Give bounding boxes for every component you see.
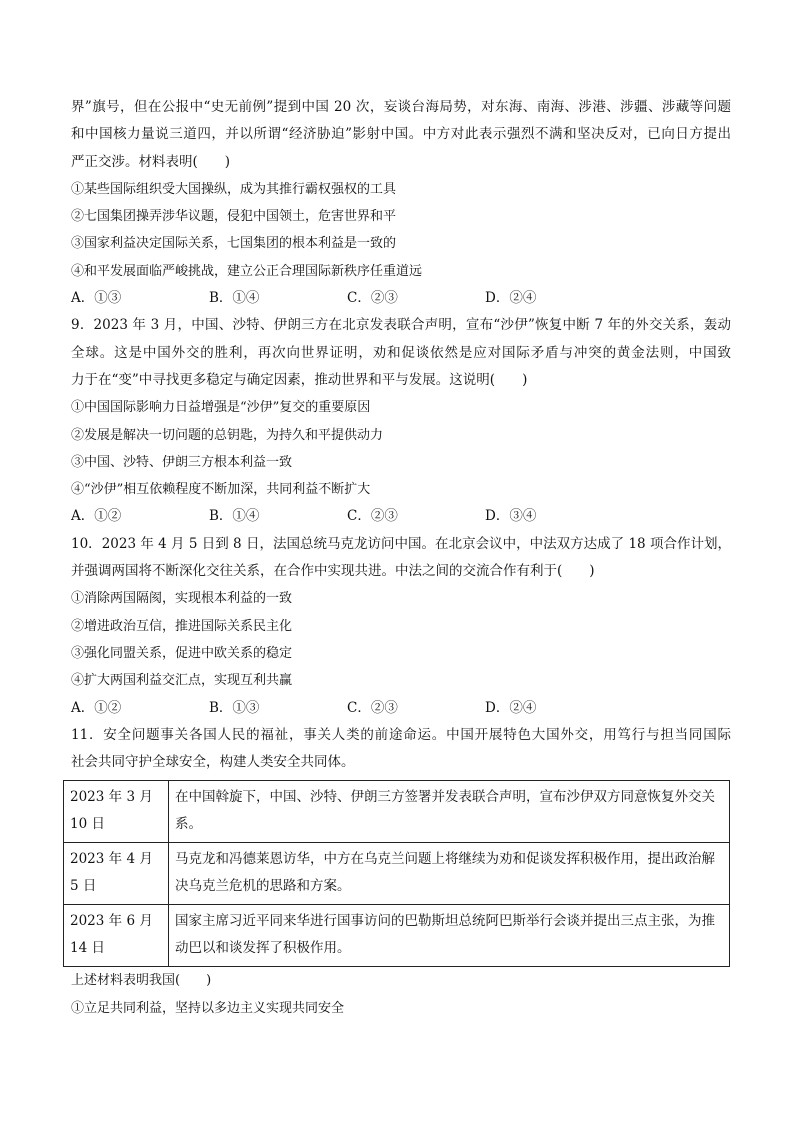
choice-a[interactable]: A．①② xyxy=(71,508,122,525)
option-item: ①消除两国隔阂，实现根本利益的一致 xyxy=(71,591,293,607)
option-item: ④扩大两国利益交汇点，实现互利共赢 xyxy=(71,673,293,689)
choice-a[interactable]: A．①② xyxy=(71,699,122,716)
answer-choices xyxy=(71,285,731,312)
option-item: ④和平发展面临严峻挑战，建立公正合理国际新秩序任重道远 xyxy=(71,263,423,279)
exam-page xyxy=(71,94,731,1022)
text-line: 界”旗号，但在公报中“史无前例”提到中国 20 次，妄谈台海局势，对东海、南海、涉港、涉疆、涉藏等问题 xyxy=(71,99,731,115)
choice-a[interactable]: A．①③ xyxy=(71,290,122,307)
option-item: ①中国国际影响力日益增强是“沙伊”复交的重要原因 xyxy=(71,400,371,416)
event-cell: 马克龙和冯德莱恩访华，中方在乌克兰问题上将继续为劝和促谈发挥积极作用，提出政治解决乌克兰危机的思路和方案。 xyxy=(169,843,730,905)
option-item: ③国家利益决定国际关系，七国集团的根本利益是一致的 xyxy=(71,236,397,252)
choice-b[interactable]: B．①③ xyxy=(209,699,260,716)
choice-d[interactable]: D．③④ xyxy=(485,508,537,525)
option-item: ④“沙伊”相互依赖程度不断加深，共同利益不断扩大 xyxy=(71,482,371,498)
question-11-line: 11．安全问题事关各国人民的福祉，事关人类的前途命运。中国开展特色大国外交，用笃行与担当同国际 xyxy=(71,726,731,743)
question-9-line: 全球。这是中国外交的胜利，再次向世界证明，劝和促谈依然是应对国际矛盾与冲突的黄金法则，中国致 xyxy=(71,344,731,361)
event-cell: 在中国斡旋下，中国、沙特、伊朗三方签署并发表联合声明，宣布沙伊双方同意恢复外交关系。 xyxy=(169,781,730,843)
option-item: ①某些国际组织受大国操纵，成为其推行霸权强权的工具 xyxy=(71,181,397,197)
question-9-line: 力于在“变”中寻找更多稳定与确定因素，推动世界和平与发展。这说明( ) xyxy=(71,371,528,388)
text-line: 严正交涉。材料表明( ) xyxy=(71,153,231,170)
answer-choices xyxy=(71,695,731,722)
option-item: ②七国集团操弄涉华议题，侵犯中国领土，危害世界和平 xyxy=(71,209,397,225)
option-item: ①立足共同利益，坚持以多边主义实现共同安全 xyxy=(71,1000,345,1016)
option-item: ②增进政治互信，推进国际关系民主化 xyxy=(71,618,293,634)
question-11-line: 社会共同守护全球安全，构建人类安全共同体。 xyxy=(71,754,355,771)
question-10-line: 并强调两国将不断深化交往关系，在合作中实现共进。中法之间的交流合作有利于( ) xyxy=(71,563,595,580)
choice-c[interactable]: C．②③ xyxy=(347,699,398,716)
table-row xyxy=(64,905,730,967)
date-cell: 2023 年 4 月 5 日 xyxy=(64,843,169,905)
text-line: 和中国核力量说三道四，并以所谓“经济胁迫”影射中国。中方对此表示强烈不满和坚决反对，已向日方提出 xyxy=(71,126,731,143)
answer-choices xyxy=(71,503,731,530)
choice-c[interactable]: C．②③ xyxy=(347,508,398,525)
choice-d[interactable]: D．②④ xyxy=(485,290,537,307)
date-cell: 2023 年 6 月 14 日 xyxy=(64,905,169,967)
table-row xyxy=(64,781,730,843)
option-item: ③中国、沙特、伊朗三方根本利益一致 xyxy=(71,454,293,470)
choice-b[interactable]: B．①④ xyxy=(209,508,260,525)
choice-c[interactable]: C．②③ xyxy=(347,290,398,307)
question-10-line: 10．2023 年 4 月 5 日到 8 日，法国总统马克龙访问中国。在北京会议中，中法双方达成了 18 项合作计划， xyxy=(71,535,731,552)
option-item: ②发展是解决一切问题的总钥匙，为持久和平提供动力 xyxy=(71,427,384,443)
table-row xyxy=(64,843,730,905)
choice-d[interactable]: D．②④ xyxy=(485,699,537,716)
date-cell: 2023 年 3 月 10 日 xyxy=(64,781,169,843)
events-table xyxy=(63,780,730,967)
question-11-prompt: 上述材料表明我国( ) xyxy=(71,973,212,989)
choice-b[interactable]: B．①④ xyxy=(209,290,260,307)
question-9-line: 9．2023 年 3 月，中国、沙特、伊朗三方在北京发表联合声明，宣布“沙伊”恢复中断 7 年的外交关系，轰动 xyxy=(71,317,731,334)
event-cell: 国家主席习近平同来华进行国事访问的巴勒斯坦总统阿巴斯举行会谈并提出三点主张，为推动巴以和谈发挥了积极作用。 xyxy=(169,905,730,967)
option-item: ③强化同盟关系，促进中欧关系的稳定 xyxy=(71,645,293,661)
